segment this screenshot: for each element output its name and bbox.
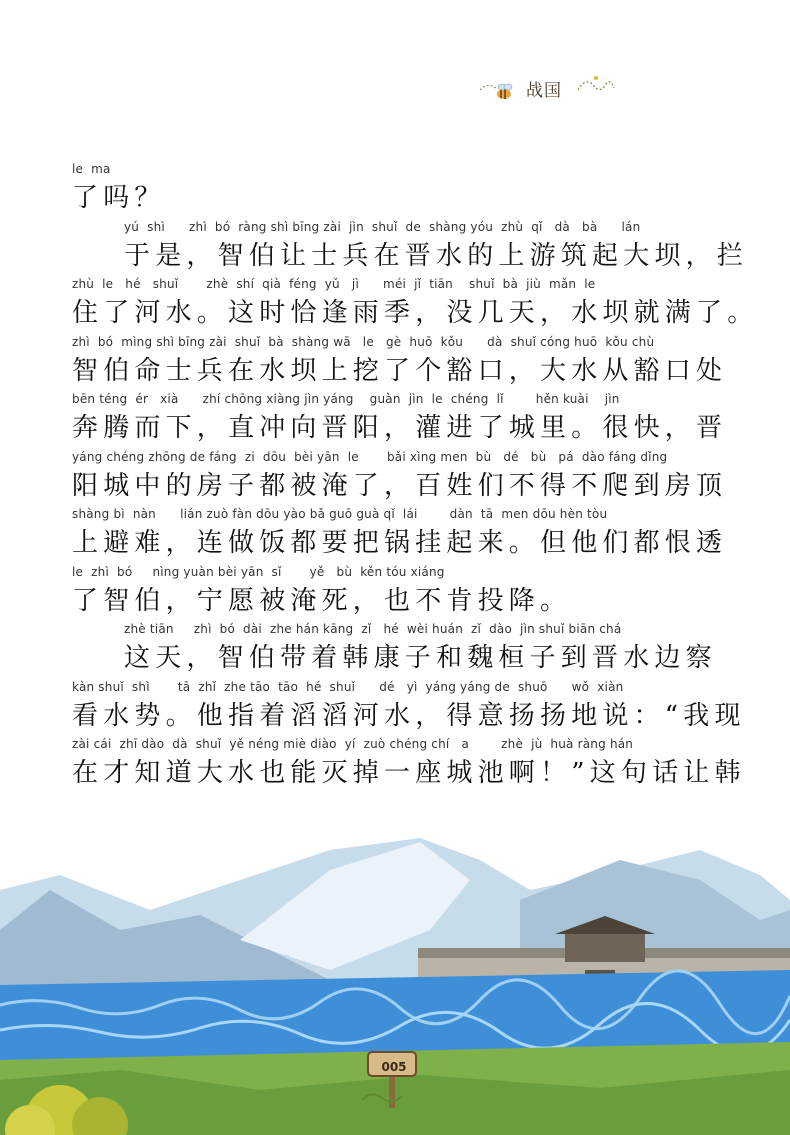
swirl-decoration-icon [576,70,616,104]
text-line [72,735,772,793]
chapter-header [478,70,618,110]
hanzi-row: 阳城中的房子都被淹了，百姓们不得不爬到房顶 [72,470,728,501]
text-line [72,333,772,391]
story-text [72,160,772,793]
pinyin-row: zài cái zhī dào dà shuǐ yě néng miè diào yí zuò chéng chí a zhè jù huà ràng hán [72,737,634,751]
text-line [72,505,772,563]
city-gate-tower [565,932,645,962]
text-line [72,620,772,678]
hanzi-row: 了智伯，宁愿被淹死，也不肯投降。 [72,585,572,616]
text-line [72,218,772,276]
hanzi-row: 了吗？ [72,183,166,213]
hanzi-row: 在才知道大水也能灭掉一座城池啊！”这句话让韩 [72,758,746,788]
pinyin-row: bēn téng ér xià zhí chōng xiàng jìn yáng guàn jìn le chéng lǐ hěn kuài jìn [72,392,620,406]
text-line [72,678,772,736]
pinyin-row: zhì bó mìng shì bīng zài shuǐ bà shàng wā le gè huō kǒu dà shuǐ cóng huō kǒu chù [72,334,655,349]
pinyin-row: le ma [72,162,111,176]
hanzi-row: 奔腾而下，直冲向晋阳，灌进了城里。很快，晋 [72,413,728,443]
bee-icon [478,76,518,106]
pinyin-row: zhù le hé shuǐ zhè shí qià féng yǔ jì méi jǐ tiān shuǐ bà jiù mǎn le [72,277,596,291]
text-line [72,275,772,333]
page-number: 005 [381,1060,407,1074]
pinyin-row: zhè tiān zhì bó dài zhe hán kāng zǐ hé wèi huán zǐ dào jìn shuǐ biān chá [124,622,622,636]
hanzi-row: 于是，智伯让士兵在晋水的上游筑起大坝，拦 [124,240,749,271]
hanzi-row: 智伯命士兵在水坝上挖了个豁口，大水从豁口处 [72,355,728,386]
pinyin-row: yáng chéng zhōng de fáng zi dōu bèi yān le bǎi xìng men bù dé bù pá dào fáng dǐng [72,449,668,464]
text-line [72,390,772,448]
hanzi-row: 看水势。他指着滔滔河水，得意扬扬地说：“我现 [72,700,746,731]
hanzi-row: 上避难，连做饭都要把锅挂起来。但他们都恨透 [72,528,728,558]
pinyin-row: shàng bì nàn lián zuò fàn dōu yào bǎ guō guà qǐ lái dàn tā men dōu hèn tòu [72,507,608,521]
section-title: 战国 [526,81,562,101]
hanzi-row: 住了河水。这时恰逢雨季，没几天，水坝就满了。 [72,298,759,328]
page-number-sign [362,1040,422,1110]
text-line [72,563,772,621]
text-line [72,448,772,506]
text-line [72,160,772,218]
pinyin-row: yú shì zhì bó ràng shì bīng zài jìn shuǐ de shàng yóu zhù qǐ dà bà lán [124,219,641,234]
hanzi-row: 这天，智伯带着韩康子和魏桓子到晋水边察 [124,643,717,673]
pinyin-row: kàn shuǐ shì tā zhǐ zhe tāo tāo hé shuǐ dé yì yáng yáng de shuō wǒ xiàn [72,679,624,694]
pinyin-row: le zhì bó nìng yuàn bèi yān sǐ yě bù kěn tóu xiáng [72,564,445,579]
